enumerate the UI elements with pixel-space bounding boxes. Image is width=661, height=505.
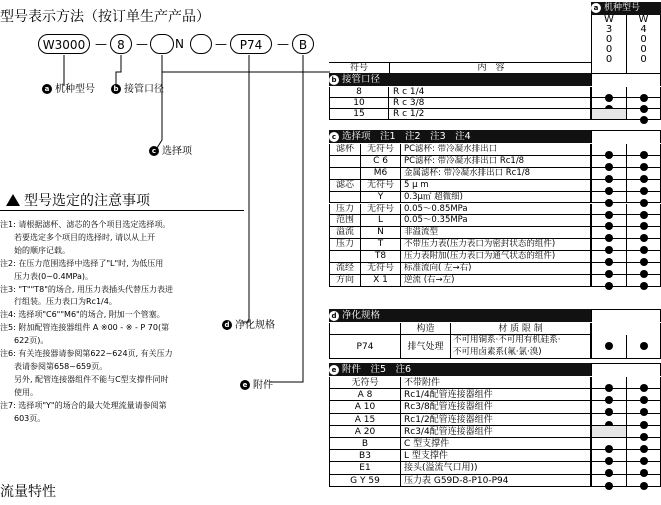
availability-cell — [626, 204, 661, 216]
port-row-content: R c 1/4 — [389, 87, 591, 98]
clean-material-line: 不可用铜系·不可用有机硅系· — [453, 335, 561, 345]
availability-cell — [626, 475, 661, 487]
bullet-c-icon: c — [149, 146, 159, 156]
availability-cell — [626, 377, 661, 389]
attachment-row-content: 不带附件 — [401, 377, 591, 389]
col-symbol: 符号 — [329, 62, 389, 74]
warning-note-line: 压力表(0~0.4MPa)。 — [14, 271, 94, 281]
model-column-W4000 — [626, 15, 661, 73]
attachment-row-symbol: A 20 — [329, 426, 401, 438]
availability-cell — [591, 414, 626, 426]
availability-cell — [591, 275, 626, 287]
model-char: 0 — [605, 44, 613, 55]
availability-cell — [626, 215, 661, 227]
code-n: N — [175, 37, 184, 51]
attachment-row-content: 压力表 G59D-8-P10-P94 — [401, 475, 591, 487]
availability-cell — [591, 426, 626, 438]
availability-cell — [626, 450, 661, 462]
option-row-group: 滤杯 — [329, 144, 361, 156]
section-model-cell — [591, 363, 661, 376]
code-dash: — — [215, 37, 227, 51]
availability-cell — [591, 87, 626, 98]
bullet-b-icon: b — [329, 75, 339, 85]
availability-cell — [626, 426, 661, 438]
availability-cell — [591, 109, 626, 120]
option-row-symbol: 无符号 — [361, 180, 401, 192]
attachment-row-content: C 型支撑件 — [401, 438, 591, 450]
option-row-group — [329, 192, 361, 204]
callout-port-label: 接管口径 — [124, 84, 164, 95]
availability-cell — [591, 438, 626, 450]
availability-cell — [591, 251, 626, 263]
attachment-row-symbol: B3 — [329, 450, 401, 462]
availability-cell — [626, 414, 661, 426]
attachment-row-content: Rc1/4配管连接器组件 — [401, 389, 591, 401]
availability-cell — [591, 389, 626, 401]
clean-row-material — [451, 335, 591, 359]
option-row-content: 金属滤杯: 带冷凝水排出口 Rc1/8 — [401, 168, 591, 180]
port-row-symbol: 10 — [329, 98, 389, 109]
callout-clean-label: 净化规格 — [235, 320, 275, 331]
divider — [0, 210, 244, 211]
option-row-group: 压力 — [329, 239, 361, 251]
clean-col-material: 材 质 限 制 — [451, 323, 591, 335]
bullet-d-icon: d — [329, 311, 339, 321]
availability-cell — [591, 401, 626, 413]
option-row-group — [329, 168, 361, 180]
section-model-cell — [591, 130, 661, 143]
availability-cell — [591, 168, 626, 180]
warning-note-line: 另外, 配管连接器组件不能与C型支撑件同时 — [14, 374, 169, 384]
clean-material-line: 不可用卤素系(氟·氯·溴) — [453, 346, 542, 357]
availability-cell — [591, 156, 626, 168]
attachment-row-symbol: A 10 — [329, 401, 401, 413]
bullet-b-icon: b — [111, 84, 121, 94]
model-char: 3 — [605, 24, 613, 35]
availability-cell — [626, 227, 661, 239]
clean-section-title: 净化规格 — [342, 310, 381, 321]
warning-note-line: 注4: 选择项"C6""M6"的场合, 附加一个管塞。 — [0, 310, 165, 320]
bullet-c-icon: c — [329, 132, 339, 142]
option-row-content: 非溢流型 — [401, 227, 591, 239]
port-row-content: R c 1/2 — [389, 109, 591, 120]
warning-heading — [6, 190, 150, 210]
availability-cell — [626, 251, 661, 263]
option-row-content: 0.3μ㎡ 超微细) — [401, 192, 591, 204]
warning-note-line: 注1: 请根据滤杯、滤芯的各个项目选定选择项。 — [0, 220, 171, 229]
code-series: W3000 — [38, 34, 90, 54]
clean-header-blank — [329, 323, 401, 335]
availability-cell — [626, 180, 661, 192]
model-header — [591, 2, 661, 15]
available-dot-icon — [605, 342, 613, 350]
code-attachment: B — [292, 34, 314, 54]
warning-note-line: 表请参阅第658~659页。 — [14, 361, 108, 371]
clean-row-symbol: P74 — [329, 335, 401, 359]
warning-note-line: 注5: 附加配管连接器组件 A ※00 - ※ - P 70(第 — [0, 323, 170, 333]
warning-title: 型号选定的注意事项 — [24, 193, 150, 209]
warning-note-line: 始的顺序记载。 — [14, 245, 70, 255]
bullet-d-icon: d — [222, 320, 232, 330]
section-model-cell — [591, 73, 661, 86]
availability-cell — [626, 462, 661, 474]
option-row-group — [329, 251, 361, 263]
option-row-symbol: T8 — [361, 251, 401, 263]
selection-table — [329, 0, 661, 505]
option-row-content: PC滤杯: 带冷凝水排出口 Rc1/8 — [401, 156, 591, 168]
warning-note-line: 注3: "T""T8"的场合, 用压力表插头代替压力表进 — [0, 284, 173, 294]
bullet-a-icon: a — [591, 3, 601, 13]
attachment-row-symbol: B — [329, 438, 401, 450]
available-dot-icon — [640, 482, 648, 490]
availability-cell — [626, 87, 661, 98]
option-row-content: PC滤杯: 带冷凝水排出口 — [401, 144, 591, 156]
availability-cell — [591, 475, 626, 487]
availability-cell — [591, 377, 626, 389]
clean-model-blank — [591, 323, 661, 335]
warning-note-line: 注7: 选择项"Y"的场合的最大处理流量请参阅第 — [0, 400, 167, 410]
availability-cell — [626, 109, 661, 120]
option-row-group — [329, 156, 361, 168]
model-char: 0 — [605, 54, 613, 65]
attachment-row-symbol: A 15 — [329, 414, 401, 426]
callout-port — [111, 80, 164, 95]
availability-cell — [626, 438, 661, 450]
option-row-group: 流经 — [329, 263, 361, 275]
model-char: W — [604, 14, 614, 25]
option-row-content: 不带压力表(压力表口为密封状态的组件) — [401, 239, 591, 251]
availability-cell — [626, 275, 661, 287]
availability-cell — [591, 180, 626, 192]
model-char: 4 — [640, 24, 647, 35]
availability-cell — [591, 462, 626, 474]
available-dot-icon — [605, 282, 613, 290]
option-row-symbol: T — [361, 239, 401, 251]
availability-cell — [626, 335, 661, 359]
option-row-content: 压力表附加(压力表口为通气状态的组件) — [401, 251, 591, 263]
callout-option-label: 选择项 — [162, 146, 192, 157]
availability-cell — [626, 263, 661, 275]
availability-cell — [626, 401, 661, 413]
clean-section — [329, 309, 591, 322]
availability-cell — [626, 144, 661, 156]
model-char: 0 — [640, 44, 647, 55]
code-dash: — — [277, 37, 289, 51]
callout-model — [42, 80, 95, 95]
available-dot-icon — [640, 282, 648, 290]
option-row-group: 滤芯 — [329, 180, 361, 192]
model-column-W3000 — [591, 15, 626, 73]
port-row-content: R c 3/8 — [389, 98, 591, 109]
callout-attachment — [240, 376, 273, 391]
code-p74: P74 — [230, 34, 272, 54]
warning-note-line: 若要选定多个项目的选择时, 请以从上开 — [14, 232, 156, 242]
warning-notes — [0, 219, 240, 426]
option-row-symbol: Y — [361, 192, 401, 204]
warning-icon — [6, 194, 20, 206]
availability-cell — [591, 144, 626, 156]
option-row-symbol: 无符号 — [361, 204, 401, 216]
availability-cell — [591, 239, 626, 251]
warning-note-line: 注2: 在压力范围选择中选择了"L"时, 为低压用 — [0, 258, 164, 268]
warning-note-line: 行组装。压力表口为Rc1/4。 — [14, 297, 117, 307]
availability-cell — [591, 227, 626, 239]
availability-cell — [626, 389, 661, 401]
option-row-symbol: X 1 — [361, 275, 401, 287]
option-row-group: 压力 — [329, 204, 361, 216]
callout-attachment-label: 附件 — [253, 380, 273, 391]
available-dot-icon — [640, 116, 648, 124]
availability-cell — [591, 98, 626, 109]
option-row-symbol: N — [361, 227, 401, 239]
availability-cell — [626, 156, 661, 168]
callout-option — [149, 142, 192, 157]
code-dash: — — [95, 37, 107, 51]
availability-cell — [626, 192, 661, 204]
warning-note-line: 603页。 — [14, 413, 46, 423]
port-section — [329, 73, 591, 86]
code-port: 8 — [110, 34, 132, 54]
option-row-symbol: L — [361, 215, 401, 227]
option-row-group: 方向 — [329, 275, 361, 287]
attachment-section-title: 附件 注5 注6 — [342, 364, 412, 375]
option-row-symbol: 无符号 — [361, 144, 401, 156]
attachment-section — [329, 363, 591, 376]
port-section-title: 接管口径 — [342, 74, 381, 85]
page-title: 型号表示方法（按订单生产产品） — [0, 9, 210, 25]
model-char: 0 — [640, 54, 647, 65]
option-row-content: 0.05～0.35MPa — [401, 215, 591, 227]
option-row-content: 逆流 (右→左) — [401, 275, 591, 287]
option-row-symbol: C 6 — [361, 156, 401, 168]
port-row-symbol: 15 — [329, 109, 389, 120]
col-content: 内 容 — [389, 62, 592, 74]
availability-cell — [591, 215, 626, 227]
availability-cell — [591, 192, 626, 204]
availability-cell — [591, 335, 626, 359]
option-row-content: 0.05～0.85MPa — [401, 204, 591, 216]
availability-cell — [626, 168, 661, 180]
model-header-label: 机种型号 — [604, 3, 641, 13]
warning-note-line: 使用。 — [14, 387, 38, 397]
option-row-group: 溢流 — [329, 227, 361, 239]
code-dash: — — [136, 37, 148, 51]
attachment-row-content: L 型支撑件 — [401, 450, 591, 462]
attachment-row-symbol: E1 — [329, 462, 401, 474]
bullet-e-icon: e — [240, 380, 250, 390]
availability-cell — [591, 450, 626, 462]
bullet-a-icon: a — [42, 84, 52, 94]
option-section — [329, 130, 591, 143]
availability-cell — [591, 263, 626, 275]
flow-heading: 流量特性 — [0, 484, 56, 500]
availability-cell — [626, 98, 661, 109]
model-char: 0 — [640, 34, 647, 45]
clean-row-struct: 排气处理 — [401, 335, 451, 359]
availability-cell — [591, 204, 626, 216]
option-row-content: 5 μ m — [401, 180, 591, 192]
clean-col-struct: 构造 — [401, 323, 451, 335]
available-dot-icon — [640, 342, 648, 350]
warning-note-line: 622页)。 — [14, 336, 49, 346]
attachment-row-symbol: A 8 — [329, 389, 401, 401]
attachment-row-symbol: G Y 59 — [329, 475, 401, 487]
callout-model-label: 机种型号 — [55, 84, 95, 95]
attachment-row-symbol: 无符号 — [329, 377, 401, 389]
option-row-group: 范围 — [329, 215, 361, 227]
available-dot-icon — [605, 482, 613, 490]
attachment-row-content: Rc3/8配管连接器组件 — [401, 401, 591, 413]
bullet-e-icon: e — [329, 365, 339, 375]
model-char: W — [638, 14, 649, 25]
attachment-row-content: Rc1/2配管连接器组件 — [401, 414, 591, 426]
option-row-symbol: 无符号 — [361, 263, 401, 275]
option-section-title: 选择项 注1 注2 注3 注4 — [342, 131, 471, 142]
attachment-row-content: 接头(溢流气口用)) — [401, 462, 591, 474]
warning-note-line: 注6: 有关连接器请参阅第622~624页, 有关压力 — [0, 349, 173, 359]
model-char: 0 — [605, 34, 613, 45]
section-model-cell — [591, 309, 661, 322]
availability-cell — [626, 239, 661, 251]
option-row-symbol: M6 — [361, 168, 401, 180]
option-row-content: 标准流向( 左→右) — [401, 263, 591, 275]
attachment-row-content: Rc3/4配管连接器组件 — [401, 426, 591, 438]
port-row-symbol: 8 — [329, 87, 389, 98]
